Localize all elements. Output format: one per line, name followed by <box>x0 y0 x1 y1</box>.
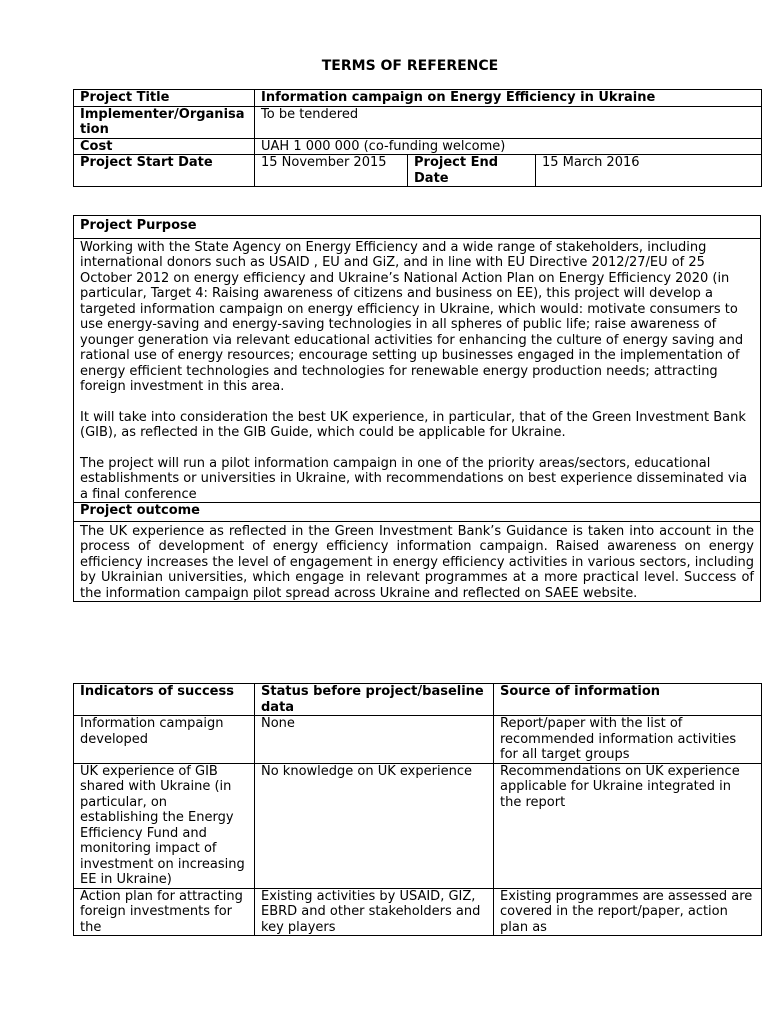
cost-value: UAH 1 000 000 (co-funding welcome) <box>255 138 762 155</box>
project-title-label: Project Title <box>74 90 255 107</box>
cost-label: Cost <box>74 138 255 155</box>
indicator-cell: Action plan for attracting foreign investments for the <box>74 888 255 936</box>
indicators-table <box>73 683 762 936</box>
implementer-value: To be tendered <box>255 106 762 138</box>
baseline-cell: Existing activities by USAID, GIZ, EBRD and other stakeholders and key players <box>255 888 494 936</box>
start-date-value: 15 November 2015 <box>255 155 408 187</box>
source-cell: Report/paper with the list of recommended information activities for all target groups <box>494 716 762 764</box>
baseline-cell: No knowledge on UK experience <box>255 763 494 888</box>
purpose-outcome-table <box>73 215 761 602</box>
source-header: Source of information <box>494 684 762 716</box>
purpose-paragraph-2: It will take into consideration the best UK experience, in particular, that of the Green Investment Bank (GIB), as reflected in the GIB Guide, which could be applicable for Ukraine. <box>80 409 746 440</box>
source-cell: Existing programmes are assessed are covered in the report/paper, action plan as <box>494 888 762 936</box>
baseline-header: Status before project/baseline data <box>255 684 494 716</box>
end-date-value: 15 March 2016 <box>536 155 762 187</box>
document-title: TERMS OF REFERENCE <box>321 58 499 74</box>
table-row <box>74 888 762 936</box>
purpose-paragraph-1: Working with the State Agency on Energy Efficiency and a wide range of stakeholders, including international donors such as USAID , EU and GiZ, and in line with EU Directive 2012/27/EU of 25 October 2012 on energy efficiency and Ukraine’s National Action Plan on Energy Efficiency 2020 (in particular, Target 4: Raising awareness of citizens and business on EE), this project will develop a targeted information campaign on energy efficiency in Ukraine, which would: motivate consumers to use energy-saving and energy-saving technologies in all spheres of public life; raise awareness of younger generation via relevant educational activities for enhancing the culture of energy saving and rational use of energy resources; encourage setting up businesses engaged in the implementation of energy efficient technologies and technologies for renewable energy production needs; attracting foreign investment in this area. <box>80 239 744 394</box>
outcome-body: The UK experience as reflected in the Green Investment Bank’s Guidance is taken into account in the process of development of energy efficiency information campaign. Raised awareness on energy efficiency increases the level of engagement in energy efficiency activities in various sectors, including by Ukrainian universities, which engage in relevant programmes at a more practical level. Success of the information campaign pilot spread across Ukraine and reflected on SAEE website. <box>74 521 761 602</box>
purpose-body <box>74 238 761 503</box>
indicator-cell: Information campaign developed <box>74 716 255 764</box>
project-info-table <box>73 89 762 187</box>
indicator-cell: UK experience of GIB shared with Ukraine (in particular, on establishing the Energy Efficiency Fund and monitoring impact of investment on increasing EE in Ukraine) <box>74 763 255 888</box>
table-row <box>74 716 762 764</box>
outcome-heading: Project outcome <box>74 503 761 522</box>
end-date-label: Project End Date <box>408 155 536 187</box>
table-row <box>74 763 762 888</box>
source-cell: Recommendations on UK experience applicable for Ukraine integrated in the report <box>494 763 762 888</box>
implementer-label: Implementer/Organisation <box>74 106 255 138</box>
purpose-paragraph-3: The project will run a pilot information campaign in one of the priority areas/sectors, educational establishments or universities in Ukraine, with recommendations on best experience disseminated via a final conference <box>80 455 748 502</box>
start-date-label: Project Start Date <box>74 155 255 187</box>
baseline-cell: None <box>255 716 494 764</box>
project-title-value: Information campaign on Energy Efficiency in Ukraine <box>255 90 762 107</box>
purpose-heading: Project Purpose <box>74 216 761 239</box>
indicators-header: Indicators of success <box>74 684 255 716</box>
